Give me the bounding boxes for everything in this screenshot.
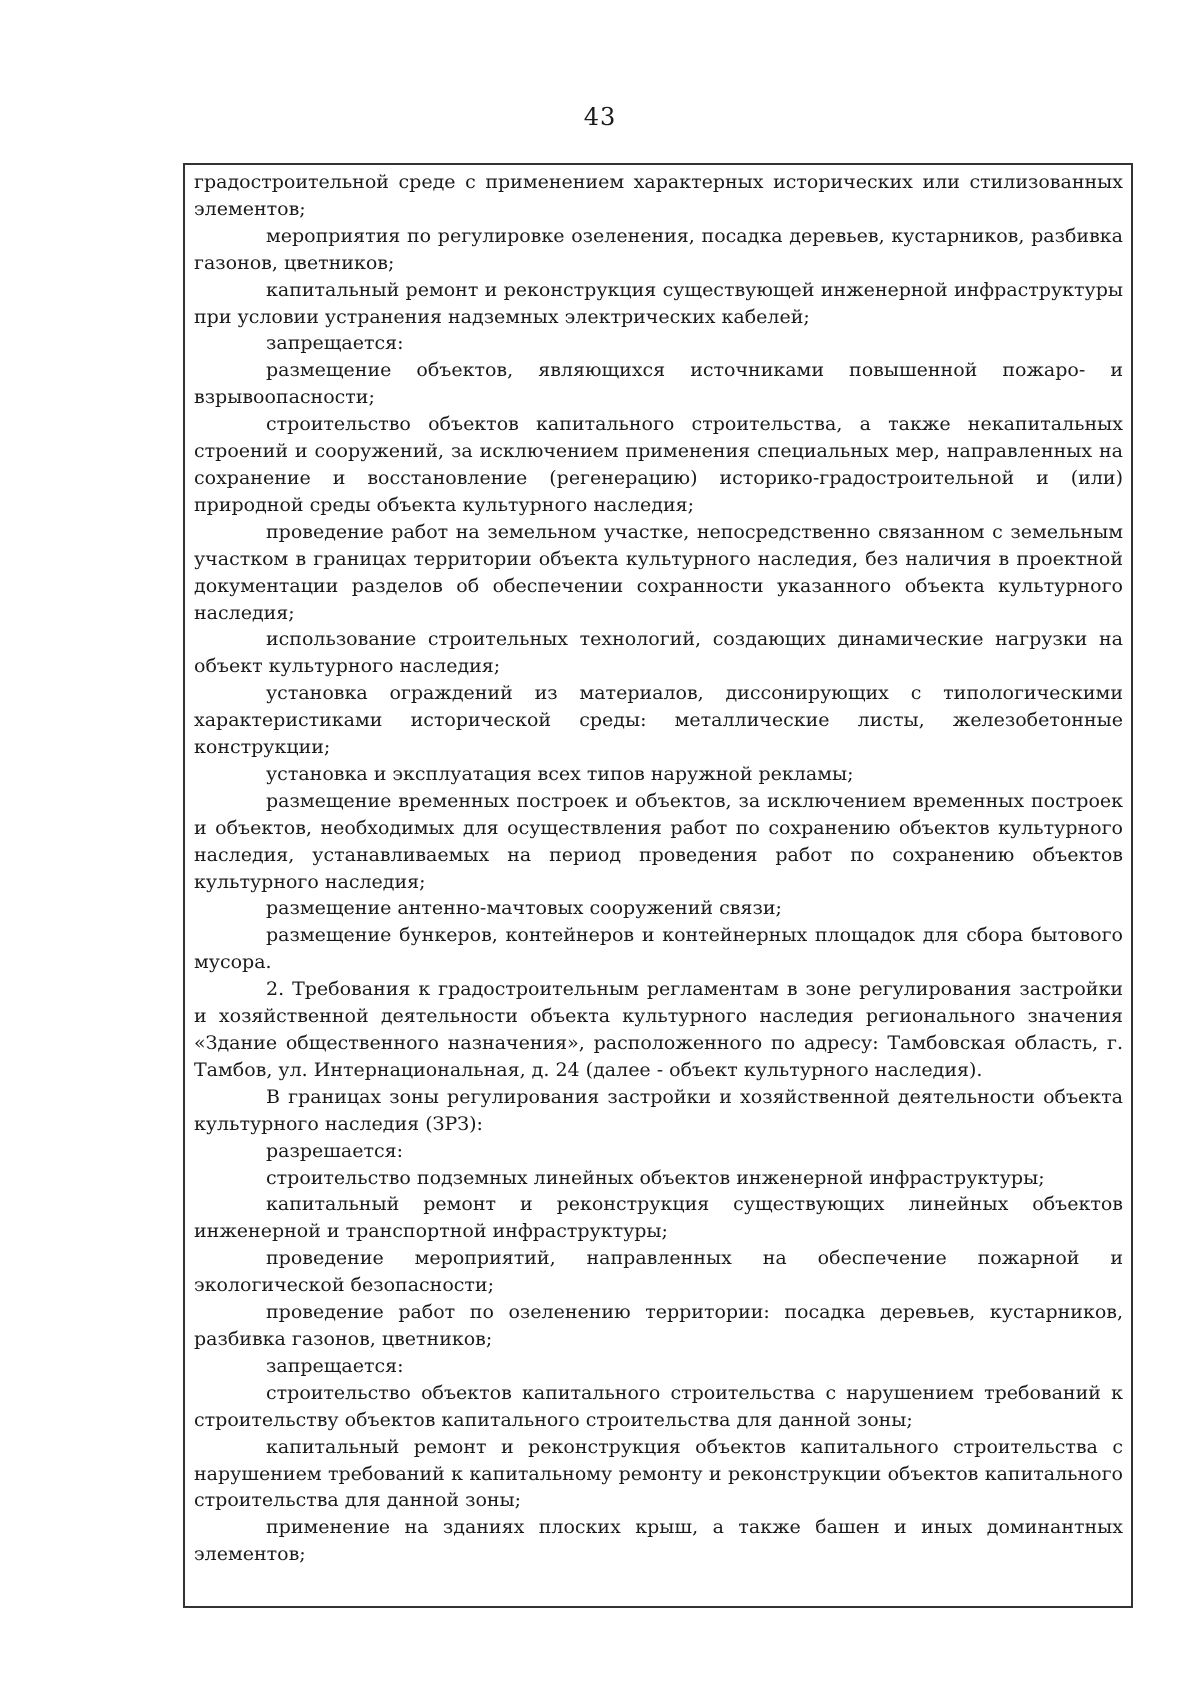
paragraph: 2. Требования к градостроительным регламентам в зоне регулирования застройки и хозяйственной деятельности объекта культурного наследия регионального значения «Здание общественного назначения», расположенного по адресу: Тамбовская область, г. Тамбов, ул. Интернациональная, д. 24 (далее - объект культурного наследия). <box>194 978 1123 1081</box>
paragraph: градостроительной среде с применением характерных исторических или стилизованных элементов; <box>194 171 1123 220</box>
paragraph: строительство объектов капитального строительства с нарушением требований к строительству объектов капитального строительства для данной зоны; <box>194 1381 1123 1431</box>
document-text-frame <box>183 163 1133 1608</box>
paragraph: размещение бункеров, контейнеров и контейнерных площадок для сбора бытового мусора. <box>194 924 1123 974</box>
paragraph: капитальный ремонт и реконструкция существующих линейных объектов инженерной и транспортной инфраструктуры; <box>194 1193 1123 1243</box>
paragraph: размещение антенно-мачтовых сооружений связи; <box>266 897 782 920</box>
paragraph: запрещается: <box>266 1354 404 1377</box>
paragraph: запрещается: <box>266 332 404 355</box>
paragraph: размещение временных построек и объектов, за исключением временных построек и объектов, необходимых для осуществления работ по сохранению объектов культурного наследия, устанавливаемых на период проведения работ по сохранению объектов культурного наследия; <box>194 789 1123 893</box>
page-number: 43 <box>583 103 617 131</box>
paragraph: проведение мероприятий, направленных на обеспечение пожарной и экологической безопасности; <box>194 1247 1123 1297</box>
paragraph: проведение работ на земельном участке, непосредственно связанном с земельным участком в границах территории объекта культурного наследия, без наличия в проектной документации разделов об обеспечении сохранности указанного объекта культурного наследия; <box>194 520 1123 624</box>
paragraph: разрешается: <box>266 1139 404 1162</box>
paragraph: В границах зоны регулирования застройки и хозяйственной деятельности объекта культурного наследия (ЗРЗ): <box>194 1085 1123 1135</box>
paragraph: установка ограждений из материалов, диссонирующих с типологическими характеристиками исторической среды: металлические листы, железобетонные конструкции; <box>194 682 1123 759</box>
paragraph: использование строительных технологий, создающих динамические нагрузки на объект культурного наследия; <box>194 628 1123 678</box>
paragraph: строительство объектов капитального строительства, а также некапитальных строений и сооружений, за исключением применения специальных мер, направленных на сохранение и восстановление (регенерацию) историко-градостроительной и (или) природной среды объекта культурного наследия; <box>194 413 1123 516</box>
paragraph: капитальный ремонт и реконструкция существующей инженерной инфраструктуры при условии устранения надземных электрических кабелей; <box>194 278 1123 328</box>
paragraph: применение на зданиях плоских крыш, а также башен и иных доминантных элементов; <box>194 1516 1123 1566</box>
paragraph: мероприятия по регулировке озеленения, посадка деревьев, кустарников, разбивка газонов, цветников; <box>194 224 1123 274</box>
paragraph: размещение объектов, являющихся источниками повышенной пожаро- и взрывоопасности; <box>194 359 1123 409</box>
paragraph: капитальный ремонт и реконструкция объектов капитального строительства с нарушением требований к капитальному ремонту и реконструкции объектов капитального строительства для данной зоны; <box>194 1435 1123 1512</box>
paragraph: проведение работ по озеленению территории: посадка деревьев, кустарников, разбивка газонов, цветников; <box>194 1301 1123 1350</box>
paragraph: строительство подземных линейных объектов инженерной инфраструктуры; <box>266 1166 1045 1189</box>
paragraph: установка и эксплуатация всех типов наружной рекламы; <box>266 762 854 785</box>
